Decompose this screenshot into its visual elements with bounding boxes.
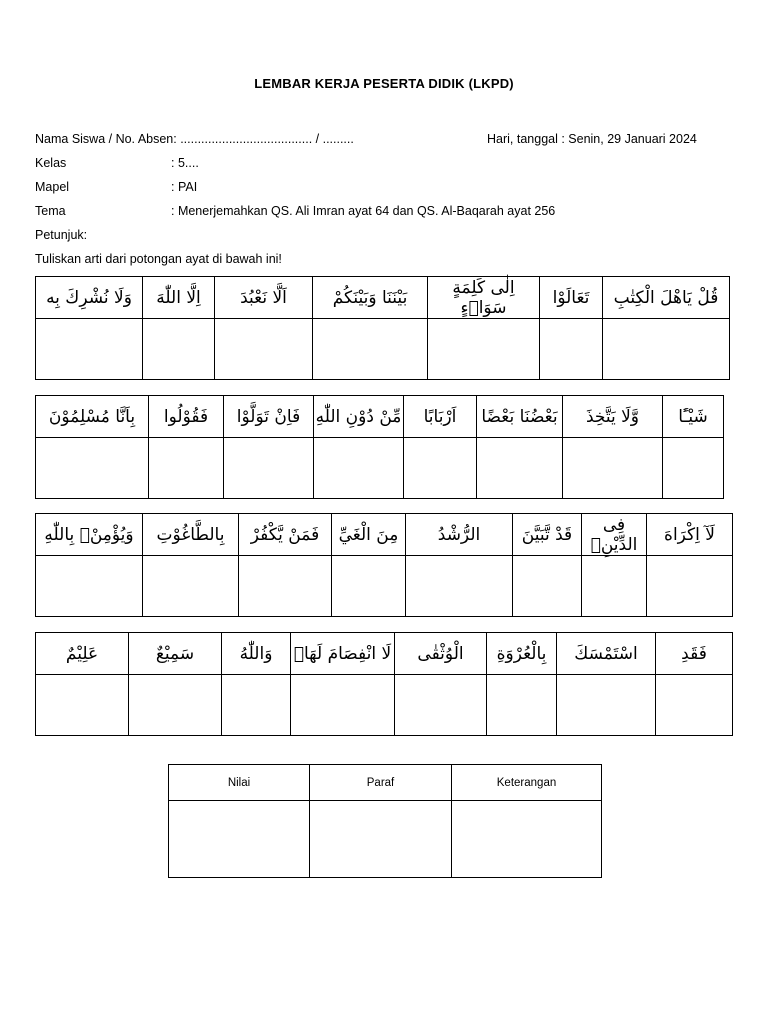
- ayat-cell: بِالْعُرْوَةِ: [487, 633, 557, 675]
- ayat-cell: فَمَنْ يَّكْفُرْ: [239, 514, 332, 556]
- answer-cell[interactable]: [395, 675, 487, 736]
- tema-label: Tema: [35, 204, 66, 218]
- mapel-label: Mapel: [35, 180, 70, 194]
- ayat-cell: مِنَ الْغَيِّ: [332, 514, 406, 556]
- answer-cell[interactable]: [149, 438, 224, 499]
- answer-cell[interactable]: [313, 319, 428, 380]
- page-title: LEMBAR KERJA PESERTA DIDIK (LKPD): [254, 76, 514, 91]
- answer-cell[interactable]: [540, 319, 603, 380]
- instruction-text: Tuliskan arti dari potongan ayat di bawah ini!: [35, 252, 282, 266]
- ayat-row: [36, 633, 733, 675]
- answer-cell[interactable]: [143, 556, 239, 617]
- ayat-cell: وَيُؤْمِنْۢ بِاللّٰهِ: [36, 514, 143, 556]
- ayat-cell: تَعَالَوْا: [540, 277, 603, 319]
- ayat-cell: عَلِيْمٌ: [36, 633, 129, 675]
- ayat-table-3: [35, 513, 733, 617]
- answer-cell[interactable]: [215, 319, 313, 380]
- ayat-cell: اِلَّا اللّٰهَ: [143, 277, 215, 319]
- answer-cell[interactable]: [129, 675, 222, 736]
- answer-cell[interactable]: [36, 556, 143, 617]
- answer-cell[interactable]: [557, 675, 656, 736]
- ayat-cell: بَيْنَنَا وَبَيْنَكُمْ: [313, 277, 428, 319]
- keterangan-box[interactable]: [452, 801, 602, 878]
- ayat-cell: وَّلَا يَتَّخِذَ: [563, 396, 663, 438]
- ayat-cell: الْوُثْقٰى: [395, 633, 487, 675]
- petunjuk-label: Petunjuk:: [35, 228, 88, 242]
- mapel-value: : PAI: [171, 180, 198, 194]
- ayat-cell: اَرْبَابًا: [404, 396, 477, 438]
- answer-cell[interactable]: [239, 556, 332, 617]
- ayat-cell: اِلٰى كَلِمَةٍ سَوَاۤءٍ: [428, 277, 540, 319]
- ayat-table-1: [35, 276, 730, 380]
- answer-cell[interactable]: [224, 438, 314, 499]
- ayat-row: [36, 277, 730, 319]
- ayat-row: [36, 396, 724, 438]
- ayat-cell: فِى الدِّيْنِۗ: [582, 514, 647, 556]
- ayat-row: [36, 514, 733, 556]
- tema-value: : Menerjemahkan QS. Ali Imran ayat 64 dan QS. Al-Baqarah ayat 256: [171, 204, 556, 218]
- answer-row: [36, 319, 730, 380]
- keterangan-header: Keterangan: [452, 765, 602, 801]
- ayat-cell: سَمِيْعٌ: [129, 633, 222, 675]
- answer-cell[interactable]: [36, 675, 129, 736]
- answer-cell[interactable]: [406, 556, 513, 617]
- ayat-cell: لَآ اِكْرَاهَ: [647, 514, 733, 556]
- score-header-row: [169, 765, 602, 801]
- ayat-cell: فَاِنْ تَوَلَّوْا: [224, 396, 314, 438]
- answer-cell[interactable]: [36, 319, 143, 380]
- answer-row: [36, 675, 733, 736]
- answer-cell[interactable]: [291, 675, 395, 736]
- nilai-box[interactable]: [169, 801, 310, 878]
- answer-row: [36, 556, 733, 617]
- answer-cell[interactable]: [513, 556, 582, 617]
- ayat-cell: اَلَّا نَعْبُدَ: [215, 277, 313, 319]
- answer-cell[interactable]: [143, 319, 215, 380]
- kelas-row: [35, 156, 635, 172]
- ayat-table-4: [35, 632, 733, 736]
- ayat-cell: وَاللّٰهُ: [222, 633, 291, 675]
- answer-cell[interactable]: [582, 556, 647, 617]
- score-table: [168, 764, 602, 878]
- answer-cell[interactable]: [647, 556, 733, 617]
- ayat-cell: اسْتَمْسَكَ: [557, 633, 656, 675]
- ayat-cell: الرُّشْدُ: [406, 514, 513, 556]
- ayat-cell: شَيْـًٔا: [663, 396, 724, 438]
- answer-row: [36, 438, 724, 499]
- ayat-cell: بَعْضُنَا بَعْضًا: [477, 396, 563, 438]
- nama-siswa-line: [35, 132, 354, 146]
- answer-cell[interactable]: [487, 675, 557, 736]
- ayat-cell: مِّنْ دُوْنِ اللّٰهِ: [314, 396, 404, 438]
- ayat-cell: بِاَنَّا مُسْلِمُوْنَ: [36, 396, 149, 438]
- nama-siswa-label: Nama Siswa / No. Absen: ...................................... / .........: [35, 132, 354, 146]
- kelas-value: : 5....: [171, 156, 199, 170]
- answer-cell[interactable]: [222, 675, 291, 736]
- ayat-cell: لَا انْفِصَامَ لَهَاۗ: [291, 633, 395, 675]
- answer-cell[interactable]: [663, 438, 724, 499]
- ayat-cell: فَقَدِ: [656, 633, 733, 675]
- ayat-cell: وَلَا نُشْرِكَ بِه: [36, 277, 143, 319]
- ayat-cell: بِالطَّاغُوْتِ: [143, 514, 239, 556]
- answer-cell[interactable]: [603, 319, 730, 380]
- answer-cell[interactable]: [656, 675, 733, 736]
- hari-tanggal: Hari, tanggal : Senin, 29 Januari 2024: [487, 132, 697, 146]
- kelas-label: Kelas: [35, 156, 67, 170]
- ayat-cell: قُلْ يَاهْلَ الْكِتٰبِ: [603, 277, 730, 319]
- answer-cell[interactable]: [332, 556, 406, 617]
- answer-cell[interactable]: [477, 438, 563, 499]
- score-body-row: [169, 801, 602, 878]
- paraf-box[interactable]: [310, 801, 452, 878]
- paraf-header: Paraf: [310, 765, 452, 801]
- ayat-cell: فَقُوْلُوا: [149, 396, 224, 438]
- answer-cell[interactable]: [36, 438, 149, 499]
- ayat-table-2: [35, 395, 724, 499]
- answer-cell[interactable]: [404, 438, 477, 499]
- ayat-cell: قَدْ تَّبَيَّنَ: [513, 514, 582, 556]
- tema-row: [35, 204, 715, 220]
- answer-cell[interactable]: [314, 438, 404, 499]
- nilai-header: Nilai: [169, 765, 310, 801]
- answer-cell[interactable]: [563, 438, 663, 499]
- mapel-row: [35, 180, 635, 196]
- answer-cell[interactable]: [428, 319, 540, 380]
